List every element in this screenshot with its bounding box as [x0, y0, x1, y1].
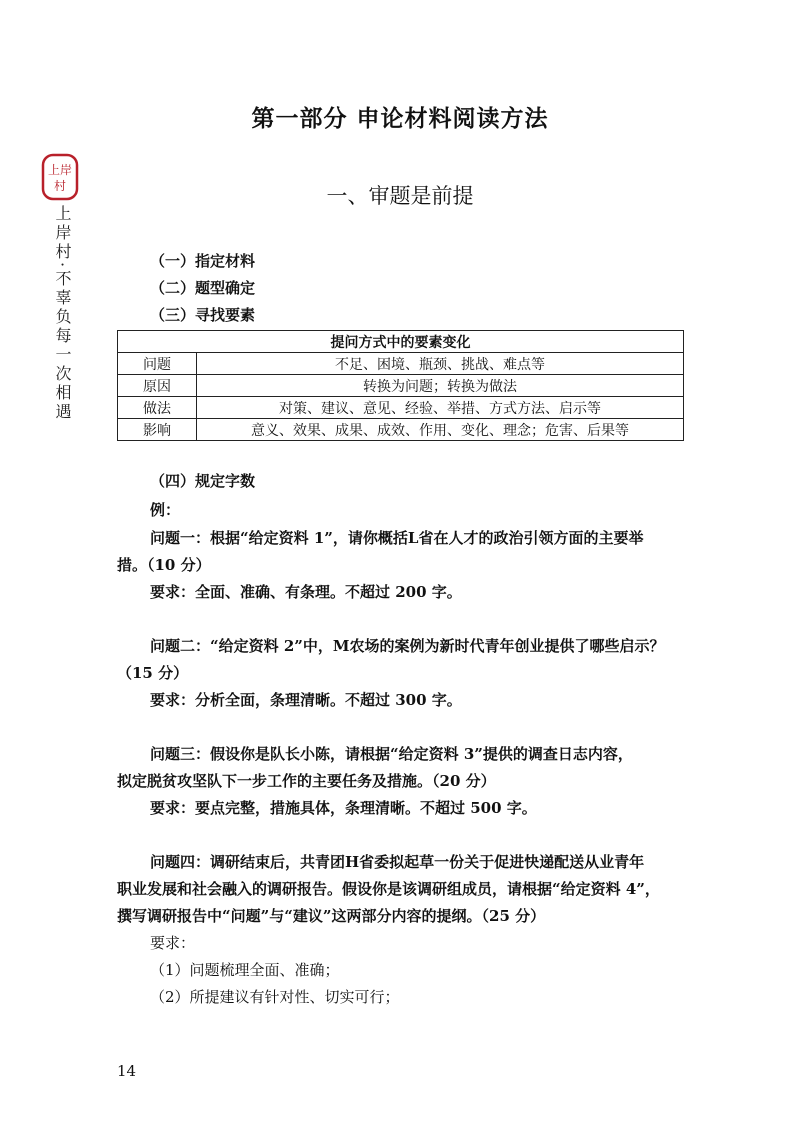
q3-line2: 拟定脱贫攻坚队下一步工作的主要任务及措施。（20 分） [117, 772, 496, 790]
subsection-2: （二）题型确定 [150, 279, 256, 297]
elements-table [117, 330, 684, 441]
q4-requirement-item: （1）问题梳理全面、准确； [150, 961, 340, 979]
table-cell-value: 转换为问题；转换为做法 [197, 375, 684, 397]
table-cell-label: 影响 [118, 419, 197, 441]
table-cell-label: 问题 [118, 353, 197, 375]
q1-line2: 措。（10 分） [117, 556, 211, 574]
page-number: 14 [117, 1062, 137, 1080]
table-header: 提问方式中的要素变化 [118, 331, 684, 353]
table-row [118, 353, 684, 375]
page-title: 第一部分 申论材料阅读方法 [251, 105, 549, 132]
side-slogan: 上岸村·不辜负每一次相遇 [53, 205, 72, 423]
table-row [118, 375, 684, 397]
subsection-4: （四）规定字数 [150, 472, 256, 490]
table-row [118, 419, 684, 441]
subsection-1: （一）指定材料 [150, 252, 256, 270]
table-cell-label: 做法 [118, 397, 197, 419]
q2-requirement: 要求：分析全面，条理清晰。不超过 300 字。 [150, 691, 462, 709]
q4-requirement-item: （2）所提建议有针对性、切实可行； [150, 988, 400, 1006]
table-cell-value: 意义、效果、成果、成效、作用、变化、理念；危害、后果等 [197, 419, 684, 441]
q4-requirement-label: 要求： [150, 934, 196, 952]
q3-requirement: 要求：要点完整，措施具体，条理清晰。不超过 500 字。 [150, 799, 537, 817]
table-header-row [118, 331, 684, 353]
q3-line1: 问题三：假设你是队长小陈，请根据“给定资料 3”提供的调查日志内容， [150, 745, 633, 763]
subsection-3: （三）寻找要素 [150, 306, 256, 324]
table-cell-label: 原因 [118, 375, 197, 397]
q1-requirement: 要求：全面、准确、有条理。不超过 200 字。 [150, 583, 462, 601]
section-title: 一、审题是前提 [326, 184, 474, 208]
q2-line1: 问题二：“给定资料 2”中，M农场的案例为新时代青年创业提供了哪些启示？ [150, 637, 665, 655]
seal-logo-icon [40, 152, 80, 202]
table-cell-value: 对策、建议、意见、经验、举措、方式方法、启示等 [197, 397, 684, 419]
table-row [118, 397, 684, 419]
q4-line1: 问题四：调研结束后，共青团H省委拟起草一份关于促进快递配送从业青年 [150, 853, 645, 871]
q4-line2: 职业发展和社会融入的调研报告。假设你是该调研组成员，请根据“给定资料 4”， [117, 880, 660, 898]
q2-line2: （15 分） [117, 664, 189, 682]
table-cell-value: 不足、困境、瓶颈、挑战、难点等 [197, 353, 684, 375]
svg-text:村: 村 [53, 179, 67, 193]
q1-line1: 问题一：根据“给定资料 1”，请你概括L省在人才的政治引领方面的主要举 [150, 529, 644, 547]
svg-text:上岸: 上岸 [47, 163, 73, 177]
q4-line3: 撰写调研报告中“问题”与“建议”这两部分内容的提纲。（25 分） [117, 907, 546, 925]
example-label: 例： [150, 501, 181, 519]
